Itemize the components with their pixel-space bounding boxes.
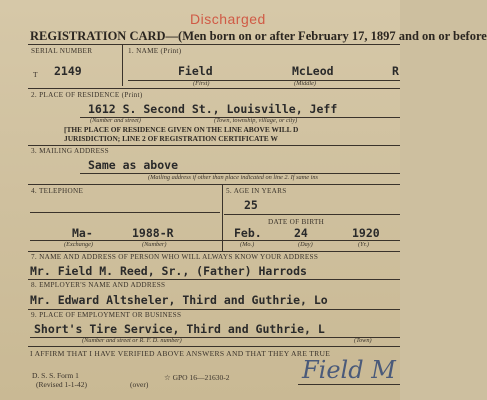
mailing-label: 3. MAILING ADDRESS bbox=[31, 147, 109, 155]
contact-value: Mr. Field M. Reed, Sr., (Father) Harrods bbox=[30, 264, 307, 278]
rule bbox=[298, 384, 400, 385]
number-label: (Number) bbox=[142, 241, 167, 248]
last-name: R bbox=[392, 64, 399, 78]
mailing-sub: (Mailing address if other than place indicated on line 2. If same ins bbox=[148, 174, 318, 181]
rule bbox=[30, 212, 220, 213]
telephone-number: 1988-R bbox=[132, 226, 174, 240]
serial-label: SERIAL NUMBER bbox=[31, 47, 93, 55]
rule bbox=[122, 44, 123, 86]
rule bbox=[28, 346, 400, 347]
contact-label: 7. NAME AND ADDRESS OF PERSON WHO WILL ALWAYS KNOW YOUR ADDRESS bbox=[31, 253, 319, 261]
employer-label: 8. EMPLOYER'S NAME AND ADDRESS bbox=[31, 281, 166, 289]
rule bbox=[28, 88, 400, 89]
rule bbox=[28, 44, 400, 45]
birth-label: DATE OF BIRTH bbox=[268, 218, 325, 226]
employer-value: Mr. Edward Altsheler, Third and Guthrie, Lo bbox=[30, 293, 328, 307]
form-revised: (Revised 1-1-42) bbox=[36, 380, 88, 389]
day-label: (Day) bbox=[298, 241, 313, 248]
rule bbox=[28, 251, 400, 252]
birth-year: 1920 bbox=[352, 226, 380, 240]
first-name: Field bbox=[178, 64, 213, 78]
mailing-value: Same as above bbox=[88, 158, 179, 172]
serial-prefix: T bbox=[33, 70, 38, 79]
telephone-exchange: Ma- bbox=[72, 226, 93, 240]
affirmation: I AFFIRM THAT I HAVE VERIFIED ABOVE ANSWERS AND THAT THEY ARE TRUE bbox=[30, 349, 331, 358]
middle-label: (Middle) bbox=[294, 80, 317, 87]
residence-note-2: JURISDICTION; LINE 2 OF REGISTRATION CERTIFICATE W bbox=[64, 134, 278, 143]
residence-street-label: (Number and street) bbox=[90, 117, 141, 124]
gpo-mark: ☆ GPO 16—21630-2 bbox=[164, 373, 230, 382]
rule bbox=[28, 309, 400, 310]
exchange-label: (Exchange) bbox=[64, 241, 94, 248]
rule bbox=[128, 80, 400, 81]
residence-note-1: [THE PLACE OF RESIDENCE GIVEN ON THE LINE ABOVE WILL D bbox=[64, 125, 299, 134]
discharged-stamp: Discharged bbox=[190, 11, 266, 27]
birth-day: 24 bbox=[294, 226, 308, 240]
age-value: 25 bbox=[244, 198, 258, 212]
rule bbox=[28, 279, 400, 280]
serial-value: 2149 bbox=[54, 64, 82, 78]
form-number: D. S. S. Form 1 bbox=[32, 371, 79, 380]
card-header: REGISTRATION CARD—(Men born on or after February 17, 1897 and on or before bbox=[30, 29, 487, 43]
name-label: 1. NAME (Print) bbox=[128, 47, 182, 55]
age-label: 5. AGE IN YEARS bbox=[226, 187, 287, 195]
rule bbox=[222, 184, 223, 252]
year-label: (Yr.) bbox=[358, 241, 370, 248]
residence-town-label: (Town, township, village, or city) bbox=[214, 117, 298, 124]
middle-name: McLeod bbox=[292, 64, 334, 78]
residence-label: 2. PLACE OF RESIDENCE (Print) bbox=[31, 91, 143, 99]
rule bbox=[28, 145, 400, 146]
form-over: (over) bbox=[130, 380, 149, 389]
first-label: (First) bbox=[193, 80, 210, 87]
rule bbox=[224, 214, 400, 215]
month-label: (Mo.) bbox=[240, 241, 255, 248]
birth-month: Feb. bbox=[234, 226, 262, 240]
rule bbox=[28, 184, 400, 185]
work-town-label: (Town) bbox=[354, 337, 372, 344]
work-value: Short's Tire Service, Third and Guthrie, L bbox=[34, 322, 325, 336]
work-street-label: (Number and street or R. F. D. number) bbox=[82, 337, 182, 344]
signature: Field M bbox=[302, 356, 396, 384]
residence-value: 1612 S. Second St., Louisville, Jeff bbox=[88, 102, 338, 116]
work-label: 9. PLACE OF EMPLOYMENT OR BUSINESS bbox=[31, 311, 182, 319]
telephone-label: 4. TELEPHONE bbox=[31, 187, 84, 195]
